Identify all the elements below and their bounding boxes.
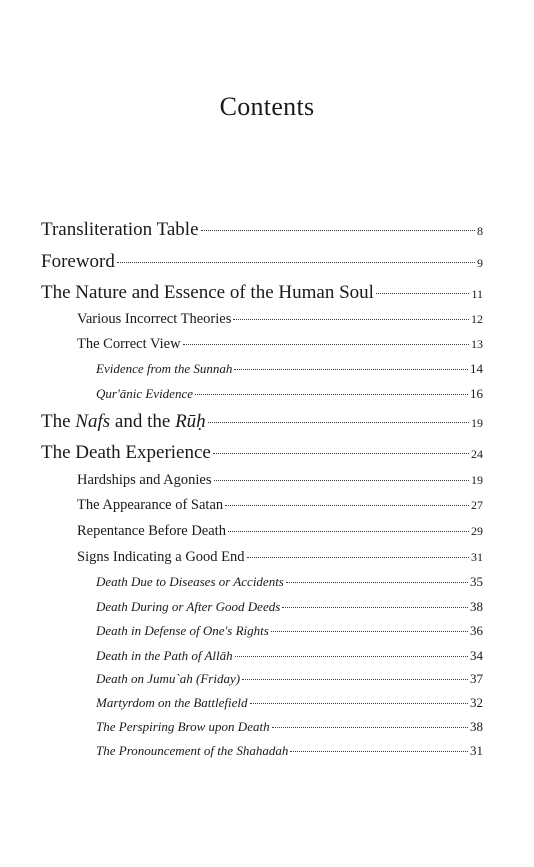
toc-entry-label: The Pronouncement of the Shahadah bbox=[96, 743, 289, 758]
dot-leader bbox=[183, 344, 469, 345]
label-part: and the bbox=[110, 411, 176, 432]
dot-leader bbox=[214, 480, 469, 481]
toc-entry-label: The Appearance of Satan bbox=[77, 497, 224, 513]
toc-entry-label: Repentance Before Death bbox=[77, 523, 226, 539]
dot-leader bbox=[201, 230, 475, 231]
toc-entry[interactable] bbox=[96, 743, 483, 759]
dot-leader bbox=[242, 679, 468, 680]
toc-entry[interactable] bbox=[77, 336, 483, 353]
toc-entry-label: Hardships and Agonies bbox=[77, 472, 212, 488]
toc-entry-label: Transliteration Table bbox=[41, 219, 199, 240]
toc-entry-page: 14 bbox=[470, 361, 483, 376]
toc-entry-label bbox=[41, 411, 206, 433]
dot-leader bbox=[286, 582, 468, 583]
page-title: Contents bbox=[219, 92, 315, 121]
dot-leader bbox=[225, 505, 469, 506]
toc-entry[interactable] bbox=[41, 251, 483, 273]
toc-entry-label: The Perspiring Brow upon Death bbox=[96, 719, 270, 734]
toc-entry-page: 38 bbox=[470, 719, 483, 734]
toc-entry-label: Qur'ānic Evidence bbox=[96, 386, 193, 401]
toc-entry[interactable] bbox=[41, 411, 483, 433]
dot-leader bbox=[271, 631, 468, 632]
toc-entry-label: The Nature and Essence of the Human Soul bbox=[41, 282, 374, 303]
dot-leader bbox=[250, 703, 468, 704]
toc-entry[interactable] bbox=[96, 386, 483, 402]
toc-entry[interactable] bbox=[96, 623, 483, 639]
toc-entry-label: Evidence from the Sunnah bbox=[96, 361, 233, 376]
dot-leader bbox=[235, 656, 468, 657]
toc-entry[interactable] bbox=[77, 497, 483, 514]
toc-entry[interactable] bbox=[96, 719, 483, 735]
dot-leader bbox=[213, 453, 469, 454]
toc-entry[interactable] bbox=[77, 549, 483, 566]
toc-entry-label: Foreword bbox=[41, 251, 115, 272]
dot-leader bbox=[117, 262, 475, 263]
toc-entry-page: 36 bbox=[470, 623, 483, 638]
toc-entry[interactable] bbox=[77, 311, 483, 328]
toc-entry[interactable] bbox=[96, 361, 483, 377]
toc-entry-page: 11 bbox=[471, 287, 483, 301]
toc-entry[interactable] bbox=[41, 282, 483, 304]
dot-leader bbox=[282, 607, 468, 608]
toc-entry-label: Various Incorrect Theories bbox=[77, 311, 232, 327]
toc-entry-label: The Correct View bbox=[77, 336, 181, 352]
toc-entry[interactable] bbox=[96, 574, 483, 590]
toc-entry-page: 29 bbox=[471, 524, 483, 538]
dot-leader bbox=[195, 394, 468, 395]
toc-entry-page: 38 bbox=[470, 599, 483, 614]
toc-entry[interactable] bbox=[77, 523, 483, 540]
toc-entry-page: 31 bbox=[471, 550, 483, 564]
dot-leader bbox=[234, 369, 468, 370]
dot-leader bbox=[290, 751, 468, 752]
toc-entry-page: 12 bbox=[471, 312, 483, 326]
label-part-italic: Nafs bbox=[75, 411, 111, 432]
toc-entry[interactable] bbox=[96, 695, 483, 711]
dot-leader bbox=[228, 531, 469, 532]
toc-entry-page: 9 bbox=[477, 256, 483, 270]
toc-entry-page: 8 bbox=[477, 224, 483, 238]
toc-entry-page: 27 bbox=[471, 498, 483, 512]
toc-entry-page: 32 bbox=[470, 695, 483, 710]
dot-leader bbox=[247, 557, 469, 558]
toc-entry-page: 19 bbox=[471, 416, 483, 430]
toc-entry[interactable] bbox=[96, 648, 483, 664]
label-part: The bbox=[41, 411, 76, 432]
dot-leader bbox=[376, 293, 470, 294]
toc-entry-page: 19 bbox=[471, 473, 483, 487]
toc-entry[interactable] bbox=[77, 472, 483, 489]
toc-entry-page: 13 bbox=[471, 337, 483, 351]
toc-entry-label: Death on Jumu`ah (Friday) bbox=[96, 671, 241, 686]
toc-entry-label: Death in the Path of Allāh bbox=[96, 648, 233, 663]
toc-entry-page: 16 bbox=[470, 386, 483, 401]
toc-entry-label: Death in Defense of One's Rights bbox=[96, 623, 269, 638]
label-part-italic: Rūḥ bbox=[175, 411, 206, 432]
toc-entry-page: 31 bbox=[470, 743, 483, 758]
toc-entry-page: 34 bbox=[470, 648, 483, 663]
toc-entry-label: The Death Experience bbox=[41, 442, 211, 463]
dot-leader bbox=[233, 319, 469, 320]
toc-entry[interactable] bbox=[96, 599, 483, 615]
toc-entry[interactable] bbox=[41, 442, 483, 464]
toc-entry-page: 37 bbox=[470, 671, 483, 686]
toc-entry[interactable] bbox=[96, 671, 483, 687]
toc-entry-page: 35 bbox=[470, 574, 483, 589]
dot-leader bbox=[208, 422, 469, 423]
toc-entry-label: Death During or After Good Deeds bbox=[96, 599, 281, 614]
toc-entry-label: Death Due to Diseases or Accidents bbox=[96, 574, 284, 589]
toc-entry-label: Martyrdom on the Battlefield bbox=[96, 695, 248, 710]
toc-entry-page: 24 bbox=[471, 447, 483, 461]
toc-entry-label: Signs Indicating a Good End bbox=[77, 549, 245, 565]
toc-entry[interactable] bbox=[41, 219, 483, 241]
dot-leader bbox=[272, 727, 468, 728]
